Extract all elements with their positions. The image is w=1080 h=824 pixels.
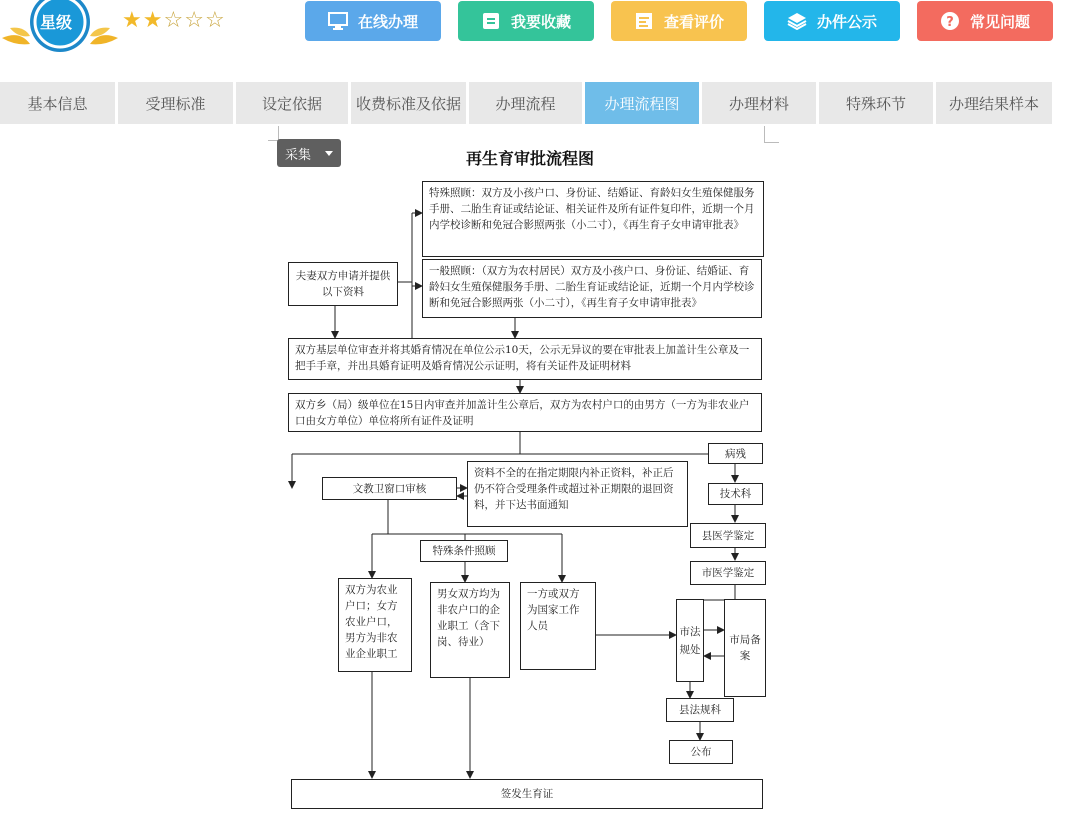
tab-process-chart[interactable]: 办理流程图 — [585, 82, 699, 124]
tab-fee-standard[interactable]: 收费标准及依据 — [351, 82, 466, 124]
flow-node-city-medical: 市医学鉴定 — [690, 561, 766, 585]
star-icon: ★ — [122, 8, 143, 33]
flow-node-case-civil-servant: 一方或双方为国家工作人员 — [520, 582, 596, 670]
flow-node-city-legal: 市法规处 — [676, 599, 704, 682]
flow-node-incomplete-materials: 资料不全的在指定期限内补正资料，补正后仍不符合受理条件或超过补正期限的退回资料，并下达书面通知 — [467, 461, 688, 527]
flow-node-unit-review: 双方基层单位审查并将其婚育情况在单位公示10天，公示无异议的要在审批表上加盖计生公章及一把手手章，并出具婚育证明及婚育情况公示证明，将有关证件及证明材料 — [288, 338, 762, 380]
flow-node-city-bureau-record: 市局备案 — [724, 599, 766, 697]
star-outline-icon: ☆ — [184, 8, 205, 33]
flow-node-county-legal: 县法规科 — [666, 698, 734, 722]
flow-node-publish: 公布 — [669, 740, 733, 764]
faq-label: 常见问题 — [969, 12, 1030, 31]
flow-node-county-medical: 县医学鉴定 — [690, 523, 766, 548]
tab-special-steps[interactable]: 特殊环节 — [819, 82, 933, 124]
flow-node-apply: 夫妻双方申请并提供以下资料 — [288, 262, 398, 306]
flow-node-township-review: 双方乡（局）级单位在15日内审查并加盖计生公章后，双方为农村户口的由男方（一方为非农业户口由女方单位）单位将所有证件及证明 — [288, 393, 762, 432]
case-publicity-label: 办件公示 — [816, 12, 877, 31]
flow-node-issue-certificate: 签发生育证 — [291, 779, 763, 809]
flow-node-case-enterprise: 男女双方均为非农户口的企业职工（含下岗、待业） — [430, 582, 510, 678]
star-outline-icon: ☆ — [163, 8, 185, 33]
flow-node-disability: 病残 — [708, 443, 763, 464]
online-handling-label: 在线办理 — [357, 12, 418, 31]
tab-basic-info[interactable]: 基本信息 — [0, 82, 115, 124]
tab-acceptance-standard[interactable]: 受理标准 — [118, 82, 233, 124]
flow-node-special-care: 特殊照顾：双方及小孩户口、身份证、结婚证、育龄妇女生殖保健服务手册、二胎生育证或结论证、相关证件及所有证件复印件，近期一个月内学校诊断和免冠合影照两张（小二寸），《再生育子女申请审批表》 — [422, 181, 764, 257]
flowchart-title: 再生育审批流程图 — [465, 149, 594, 168]
svg-text:?: ? — [946, 15, 954, 30]
tab-materials[interactable]: 办理材料 — [702, 82, 816, 124]
flow-node-general-care: 一般照顾：（双方为农村居民）双方及小孩户口、身份证、结婚证、育龄妇女生殖保健服务手册、二胎生育证或结论证，近期一个月内学校诊断和免冠合影照两张（小二寸），《再生育子女申请审批表》 — [422, 259, 762, 318]
flow-node-special-conditions: 特殊条件照顾 — [420, 540, 508, 562]
tab-legal-basis[interactable]: 设定依据 — [236, 82, 348, 124]
view-evaluation-label: 查看评价 — [663, 12, 724, 31]
star-icon: ★ — [142, 8, 164, 33]
flow-node-window-review: 文教卫窗口审核 — [322, 477, 457, 500]
flow-node-tech-dept: 技术科 — [708, 483, 763, 505]
favorite-label: 我要收藏 — [510, 12, 571, 31]
rating-badge-label: 星级 — [40, 13, 73, 32]
tab-process[interactable]: 办理流程 — [469, 82, 582, 124]
tab-result-sample[interactable]: 办理结果样本 — [936, 82, 1052, 124]
collect-dropdown-label: 采集 — [285, 147, 312, 163]
flow-node-case-agricultural: 双方为农业户口；女方农业户口，男方为非农业企业职工 — [338, 578, 412, 672]
star-outline-icon: ☆ — [204, 8, 226, 33]
